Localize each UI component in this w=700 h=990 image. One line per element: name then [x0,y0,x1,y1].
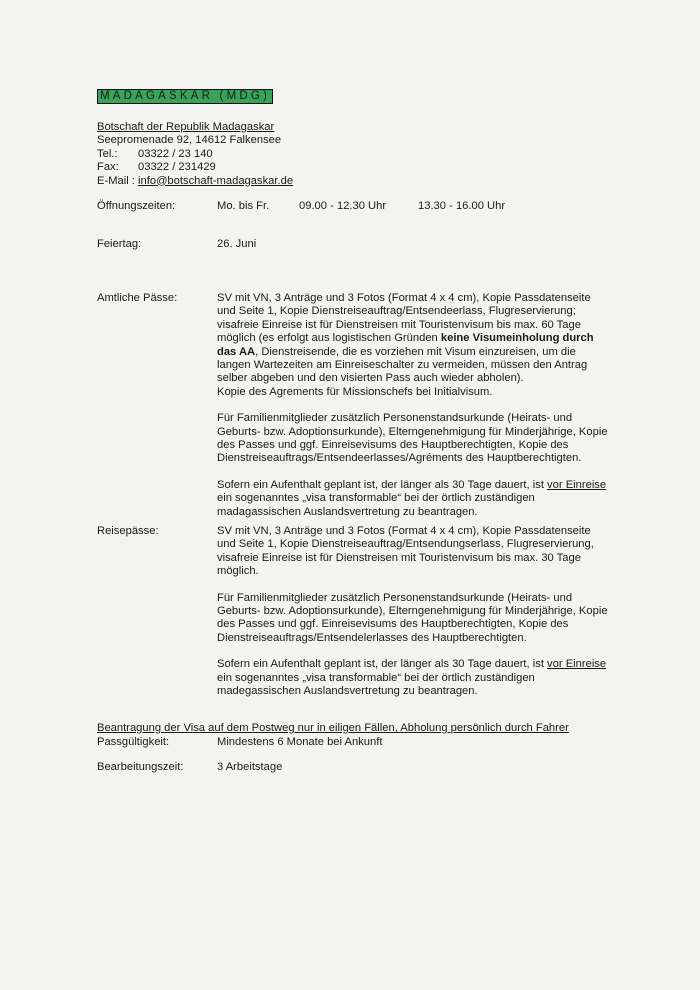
fax-value: 03322 / 231429 [138,161,216,174]
travel-p3-underline: vor Einreise [547,658,607,671]
postal-note: Beantragung der Visa auf dem Postweg nur in eiligen Fällen, Abholung persönlich durch Fahrer [97,722,569,734]
email-label: E-Mail : [97,174,135,187]
travel-para-2: Für Familienmitglieder zusätzlich Personenstandsurkunde (Heirats- und Geburts- bzw. Adoptionsurkunde), Elterngenehmigung für Minderjährige, Kopie des Passes und ggf. Einreisevisums des Hauptberechtigten, Kopie des Dienstreiseauftrags/Entsendelerlasses des Hauptberechtigten. [217,591,608,644]
travel-p3-text: Sofern ein Aufenthalt geplant ist, der länger als 30 Tage dauert, ist [217,658,548,671]
official-para-2: Für Familienmitglieder zusätzlich Personenstandsurkunde (Heirats- und Geburts- bzw. Adoptionsurkunde), Elterngenehmigung für Minderjährige, Kopie des Passes und ggf. Einreisevisums des Hauptberechtigten, Kopie des Dienstreiseauftrags/Entsendeerlasses/Agréments des Hauptberechtigten. [217,412,608,465]
validity-value: Mindestens 6 Monate bei Ankunft [217,736,383,748]
email-row [97,175,293,188]
validity-label: Passgültigkeit: [97,736,170,748]
processing-label: Bearbeitungszeit: [97,761,184,773]
tel-value: 03322 / 23 140 [138,147,213,160]
travel-para-1: SV mit VN, 3 Anträge und 3 Fotos (Format 4 x 4 cm), Kopie Passdatenseite und Seite 1, Kopie Dienstreiseauftrag/Entsendungserlass, Flugreservierung, visafreie Einreise ist für Dienstreisen mit Touristenvisum bis max. 30 Tage möglich. [217,525,594,578]
travel-p3-text-cont: ein sogenanntes „visa transformable“ bei der örtlich zuständigen madegassischen Auslandsvertretung zu beantragen. [217,671,535,698]
official-passports-label: Amtliche Pässe: [97,292,178,304]
processing-value: 3 Arbeitstage [217,761,283,773]
tel-label: Tel.: [97,147,118,160]
embassy-contact [97,121,293,188]
official-para-3 [217,479,609,519]
email-link[interactable]: info@botschaft-madagaskar.de [138,174,294,187]
opening-label: Öffnungszeiten: [97,200,176,212]
official-p3-underline: vor Einreise [547,478,607,491]
tel-row [97,148,293,161]
travel-passports-label: Reisepässe: [97,525,159,537]
holiday-value: 26. Juni [217,238,257,250]
opening-days: Mo. bis Fr. [217,200,270,212]
official-p1-text-cont: , Dienstreisende, die es vorziehen mit Visum einzureisen, um die langen Wartezeiten am Einreiseschalter zu vermeiden, müssen den Antrag selber abgeben und den visierten Pass auch wieder abholen). [217,345,588,385]
holiday-label: Feiertag: [97,238,142,250]
embassy-address: Seepromenade 92, 14612 Falkensee [97,134,282,147]
official-passports-text [217,292,609,532]
official-p3-text: Sofern ein Aufenthalt geplant ist, der länger als 30 Tage dauert, ist [217,478,548,491]
opening-afternoon: 13.30 - 16.00 Uhr [418,200,506,212]
travel-para-3 [217,658,609,698]
official-p1-agrement: Kopie des Agrements für Missionschefs bei Initialvisum. [217,385,493,398]
official-p1-bold: keine Visumeinholung durch das AA [217,332,594,358]
opening-morning: 09.00 - 12.30 Uhr [299,200,387,212]
fax-row [97,161,293,174]
travel-passports-text [217,525,609,711]
official-p3-text-cont: ein sogenanntes „visa transformable“ bei der örtlich zuständigen madagassischen Auslandsvertretung zu beantragen. [217,492,535,518]
official-para-1 [217,292,609,399]
fax-label: Fax: [97,161,119,174]
country-title: MADAGASKAR (MDG) [97,89,273,104]
embassy-name: Botschaft der Republik Madagaskar [97,121,275,133]
official-p1-text: SV mit VN, 3 Anträge und 3 Fotos (Format 4 x 4 cm), Kopie Passdatenseite und Seite 1, Kopie Dienstreiseauftrag/Entsendeerlass, Flugreservierung; visafreie Einreise ist für Dienstreisen mit Touristenvisum bis max. 60 Tage möglich (es erfolgt aus logistischen Gründen [217,292,591,345]
